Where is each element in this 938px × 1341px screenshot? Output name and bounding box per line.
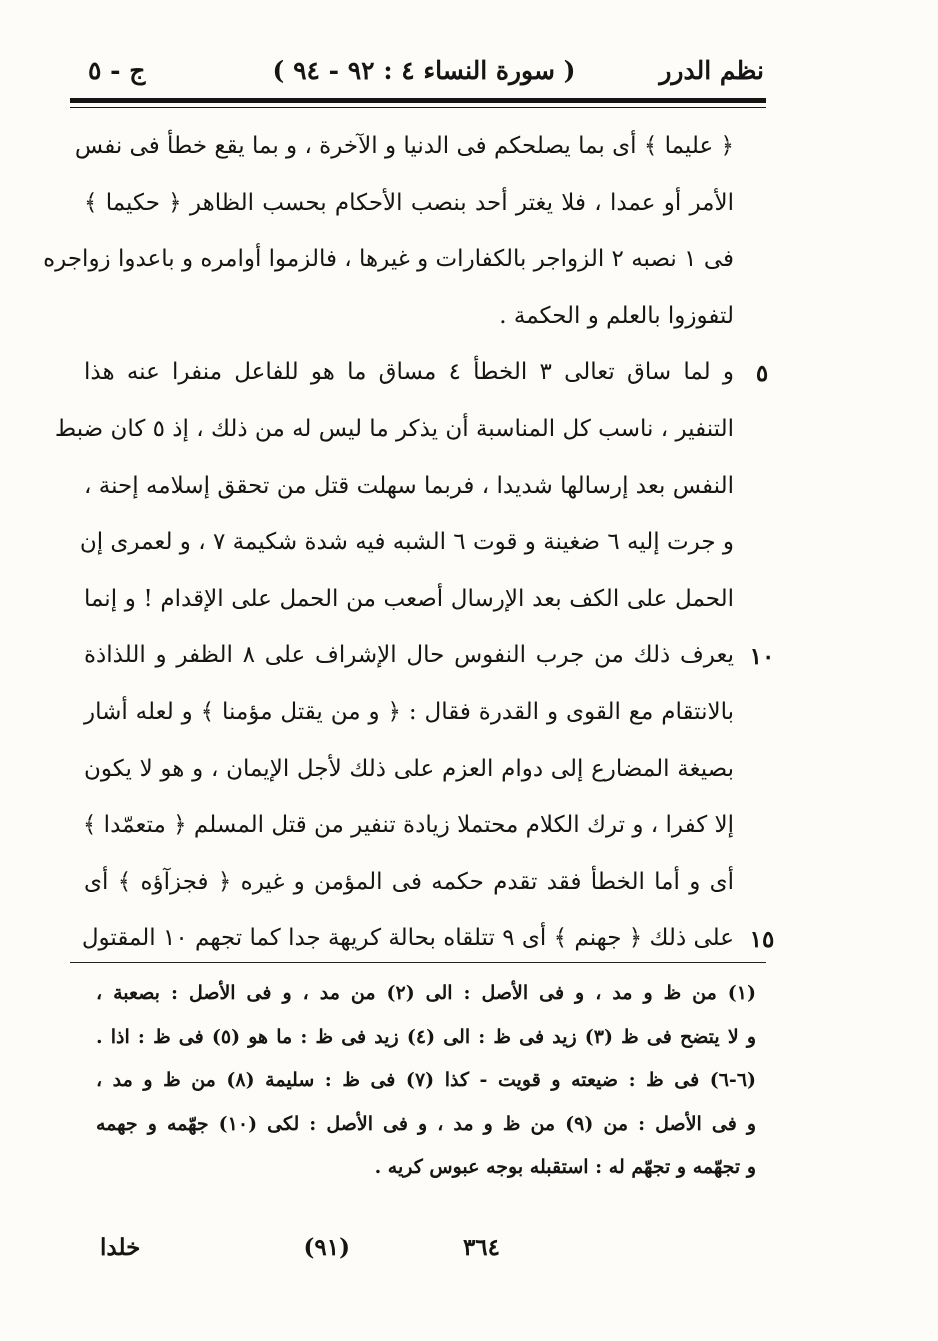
footnote-separator xyxy=(70,962,766,963)
main-text xyxy=(43,118,734,967)
volume-number: ج - ٥ xyxy=(88,56,146,85)
footnotes xyxy=(96,972,756,1190)
signature-number: (٩١) xyxy=(303,1234,350,1261)
text-line: على ذلك ﴿ جهنم ﴾ أى ٩ تتلقاه بحالة كريهة جدا كما تجهم ١٠ المقتول xyxy=(81,925,734,952)
text-line: بالانتقام مع القوى و القدرة فقال : ﴿ و من يقتل مؤمنا ﴾ و لعله أشار xyxy=(84,698,734,725)
footnote-line: و تجهّمه و تجهّم له : استقبله بوجه عبوس كريه . xyxy=(374,1156,756,1178)
line-number-5: ٥ xyxy=(755,360,769,387)
footnote-line: و فى الأصل : من (٩) من ظ و مد ، و فى الأصل : لكى (١٠) جهّمه و جهمه xyxy=(96,1112,756,1135)
page-footer xyxy=(100,1234,500,1274)
surah-reference: ( سورة النساء ٤ : ٩٢ - ٩٤ ) xyxy=(272,56,576,85)
text-line: الحمل على الكف بعد الإرسال أصعب من الحمل على الإقدام ! و إنما xyxy=(84,585,734,612)
text-line: لتفوزوا بالعلم و الحكمة . xyxy=(499,302,734,329)
running-header xyxy=(84,52,764,92)
footnote-line: (١) من ظ و مد ، و فى الأصل : الى (٢) من مد ، و فى الأصل : بصعبة ، xyxy=(96,982,756,1004)
line-number-15: ١٥ xyxy=(749,926,775,953)
line-number-10: ١٠ xyxy=(749,643,775,670)
catchword: خلدا xyxy=(100,1234,141,1261)
text-line: التنفير ، ناسب كل المناسبة أن يذكر ما ليس له من ذلك ، إذ ٥ كان ضبط xyxy=(54,415,734,442)
book-title: نظم الدرر xyxy=(659,56,764,85)
header-rule-thin xyxy=(70,107,766,108)
page-number: ٣٦٤ xyxy=(462,1234,500,1261)
header-rule-thick xyxy=(70,98,766,103)
text-line: أى و أما الخطأ فقد تقدم حكمه فى المؤمن و غيره ﴿ فجزآؤه ﴾ أى xyxy=(84,868,734,895)
footnote-line: (٦-٦) فى ظ : ضيعته و قويت - كذا (٧) فى ظ : سليمة (٨) من ظ و مد ، xyxy=(96,1069,757,1091)
footnote-line: و لا يتضح فى ظ (٣) زيد فى ظ : الى (٤) زيد فى ظ : ما هو (٥) فى ظ : اذا . xyxy=(96,1025,757,1048)
text-line: بصيغة المضارع إلى دوام العزم على ذلك لأجل الإيمان ، و هو لا يكون xyxy=(84,755,734,782)
text-line: الأمر أو عمدا ، فلا يغتر أحد بنصب الأحكام بحسب الظاهر ﴿ حكيما ﴾ xyxy=(84,189,734,216)
text-line: النفس بعد إرسالها شديدا ، فربما سهلت قتل من تحقق إسلامه إحنة ، xyxy=(84,472,734,499)
text-line: ﴿ عليما ﴾ أى بما يصلحكم فى الدنيا و الآخرة ، و بما يقع خطأ فى نفس xyxy=(74,133,734,159)
text-line: يعرف ذلك من جرب النفوس حال الإشراف على ٨ الظفر و اللذاذة xyxy=(84,642,734,669)
text-line: فى ١ نصبه ٢ الزواجر بالكفارات و غيرها ، فالزموا أوامره و باعدوا زواجره xyxy=(43,246,734,273)
text-line: إلا كفرا ، و ترك الكلام محتملا زيادة تنفير من قتل المسلم ﴿ متعمّدا ﴾ xyxy=(82,812,734,839)
text-line: و جرت إليه ٦ ضغينة و قوت ٦ الشبه فيه شدة شكيمة ٧ ، و لعمرى إن xyxy=(79,529,734,556)
text-line: و لما ساق تعالى ٣ الخطأ ٤ مساق ما هو للفاعل منفرا عنه هذا xyxy=(84,359,734,386)
